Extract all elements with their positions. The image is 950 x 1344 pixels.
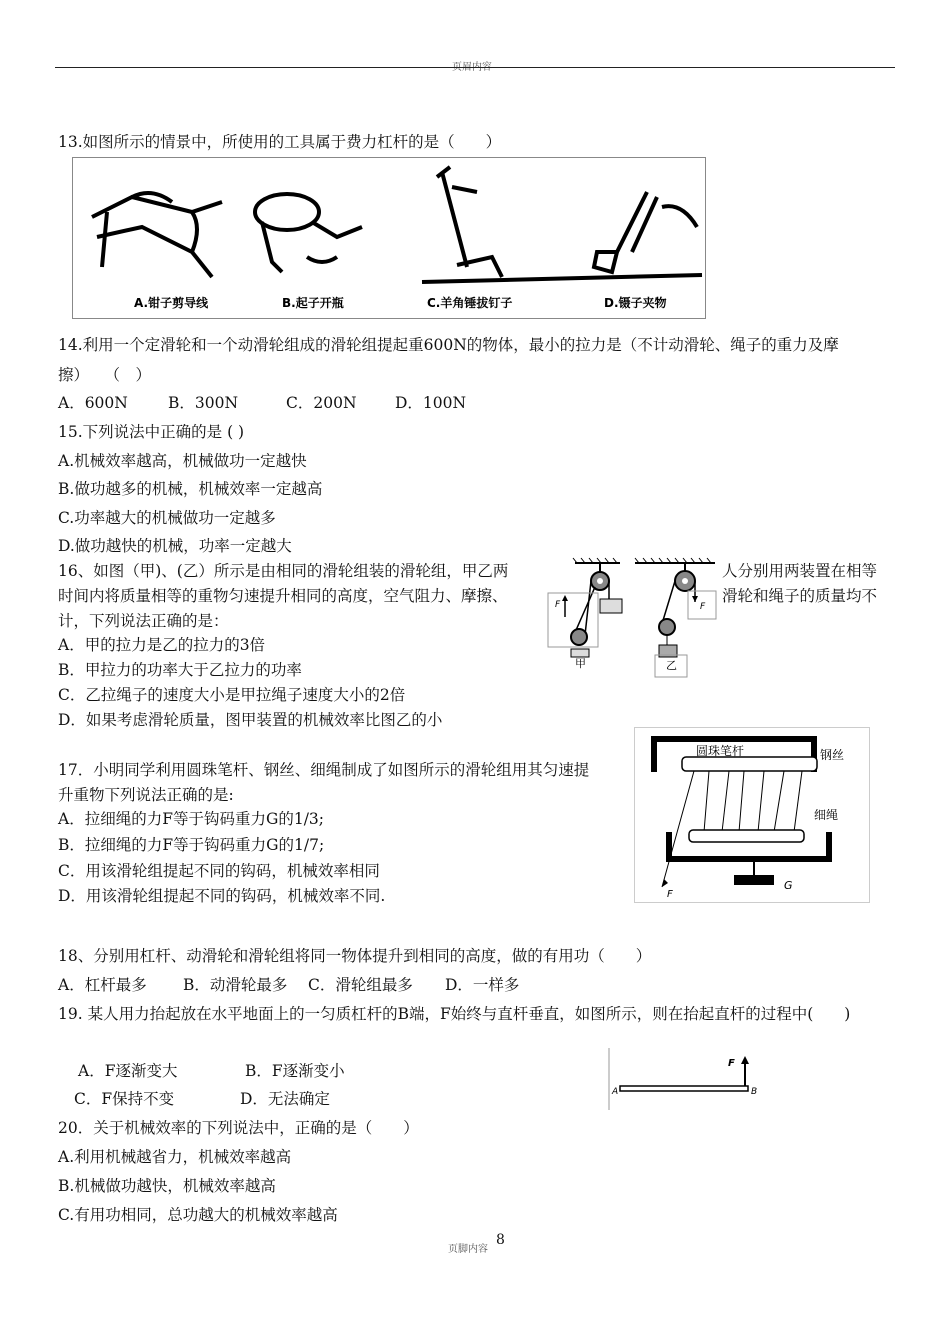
q20-stem: 20．关于机械效率的下列说法中，正确的是（ ） <box>58 1119 419 1137</box>
q16-pulley-figure <box>545 557 720 679</box>
q18-option-d: D．一样多 <box>445 976 520 994</box>
q15-option-c: C.功率越大的机械做功一定越多 <box>58 509 276 527</box>
q16-line2b: 滑轮和绳子的质量均不 <box>722 587 878 605</box>
q17-fig-rope-label: 细绳 <box>814 808 839 822</box>
q17-option-d: D．用该滑轮组提起不同的钩码，机械效率不同. <box>58 887 386 905</box>
q16-fig-force-left: F <box>555 600 561 610</box>
q18-option-c: C．滑轮组最多 <box>308 976 413 994</box>
q19-option-a: A．F逐渐变大 <box>78 1062 178 1080</box>
q17-pulley-figure <box>634 727 870 903</box>
q13-caption-d: D.镊子夹物 <box>604 296 667 310</box>
q17-fig-wire-label: 钢丝 <box>820 748 845 762</box>
q18-option-a: A．杠杆最多 <box>58 976 147 994</box>
q19-option-d: D．无法确定 <box>240 1090 330 1108</box>
q15-stem: 15.下列说法中正确的是 ( ) <box>58 423 245 441</box>
q16-option-c: C．乙拉绳子的速度大小是甲拉绳子速度大小的2倍 <box>58 686 406 704</box>
q14-stem-line1: 14.利用一个定滑轮和一个动滑轮组成的滑轮组提起重600N的物体，最小的拉力是（不计动滑轮、绳子的重力及摩 <box>58 336 839 354</box>
q14-option-a: A．600N <box>58 394 128 412</box>
q16-option-b: B．甲拉力的功率大于乙拉力的功率 <box>58 661 302 679</box>
q16-line3: 计，下列说法正确的是： <box>58 612 229 630</box>
q19-fig-a-label: A <box>612 1087 619 1097</box>
q14-option-c: C．200N <box>286 394 357 412</box>
q16-fig-force-right: F <box>700 602 706 612</box>
page-footer: 页脚内容 <box>448 1244 488 1255</box>
q15-option-a: A.机械效率越高，机械做功一定越快 <box>58 452 307 470</box>
q16-option-a: A．甲的拉力是乙的拉力的3倍 <box>58 636 266 654</box>
q18-option-b: B．动滑轮最多 <box>183 976 288 994</box>
q19-fig-b-label: B <box>751 1087 758 1097</box>
page-header <box>452 58 492 73</box>
q13-caption-c: C.羊角锤拔钉子 <box>427 296 513 310</box>
q13-caption-a: A.钳子剪导线 <box>134 296 209 310</box>
q16-line1a: 16、如图（甲)、(乙）所示是由相同的滑轮组装的滑轮组，甲乙两 <box>58 562 509 580</box>
q17-fig-force-label: F <box>667 889 673 900</box>
q16-line1b: 人分别用两装置在相等 <box>722 562 878 580</box>
q14-option-b: B．300N <box>168 394 239 412</box>
q20-option-c: C.有用功相同，总功越大的机械效率越高 <box>58 1206 338 1224</box>
q14-stem-line2: 擦） （ ） <box>58 366 152 384</box>
q16-fig-label-left: 甲 <box>575 657 586 670</box>
q18-stem: 18、分别用杠杆、动滑轮和滑轮组将同一物体提升到相同的高度，做的有用功（ ） <box>58 947 652 965</box>
q19-fig-force-label: F <box>728 1058 735 1069</box>
q16-option-d: D．如果考虑滑轮质量，图甲装置的机械效率比图乙的小 <box>58 711 443 729</box>
q14-option-d: D．100N <box>395 394 467 412</box>
q20-option-b: B.机械做功越快，机械效率越高 <box>58 1177 276 1195</box>
q19-option-b: B．F逐渐变小 <box>245 1062 345 1080</box>
q19-stem: 19. 某人用力抬起放在水平地面上的一匀质杠杆的B端，F始终与直杆垂直，如图所示，则在抬起直杆的过程中( ) <box>58 1005 851 1023</box>
q17-fig-pen-label: 圆珠笔杆 <box>696 744 745 758</box>
header-rule <box>55 67 895 68</box>
q13-caption-b: B.起子开瓶 <box>282 296 344 310</box>
q15-option-d: D.做功越快的机械，功率一定越大 <box>58 537 292 555</box>
q17-option-c: C．用该滑轮组提起不同的钩码，机械效率相同 <box>58 862 380 880</box>
q17-line1: 17．小明同学利用圆珠笔杆、钢丝、细绳制成了如图所示的滑轮组用其匀速提 <box>58 761 590 779</box>
q19-lever-figure <box>608 1048 768 1110</box>
q17-option-a: A．拉细绳的力F等于钩码重力G的1/3; <box>58 810 324 828</box>
q16-line2a: 时间内将质量相等的重物匀速提升相同的高度，空气阻力、摩擦、 <box>58 587 508 605</box>
page-number: 8 <box>496 1232 505 1248</box>
q17-option-b: B．拉细绳的力F等于钩码重力G的1/7; <box>58 836 325 854</box>
q20-option-a: A.利用机械越省力，机械效率越高 <box>58 1148 292 1166</box>
q13-figure <box>72 157 706 319</box>
q17-fig-weight-label: G <box>784 879 793 892</box>
q13-stem: 13.如图所示的情景中，所使用的工具属于费力杠杆的是（ ） <box>58 133 502 151</box>
q16-fig-label-right: 乙 <box>666 659 677 672</box>
q19-option-c: C．F保持不变 <box>74 1090 175 1108</box>
q17-line2: 升重物下列说法正确的是: <box>58 786 234 804</box>
q15-option-b: B.做功越多的机械，机械效率一定越高 <box>58 480 323 498</box>
